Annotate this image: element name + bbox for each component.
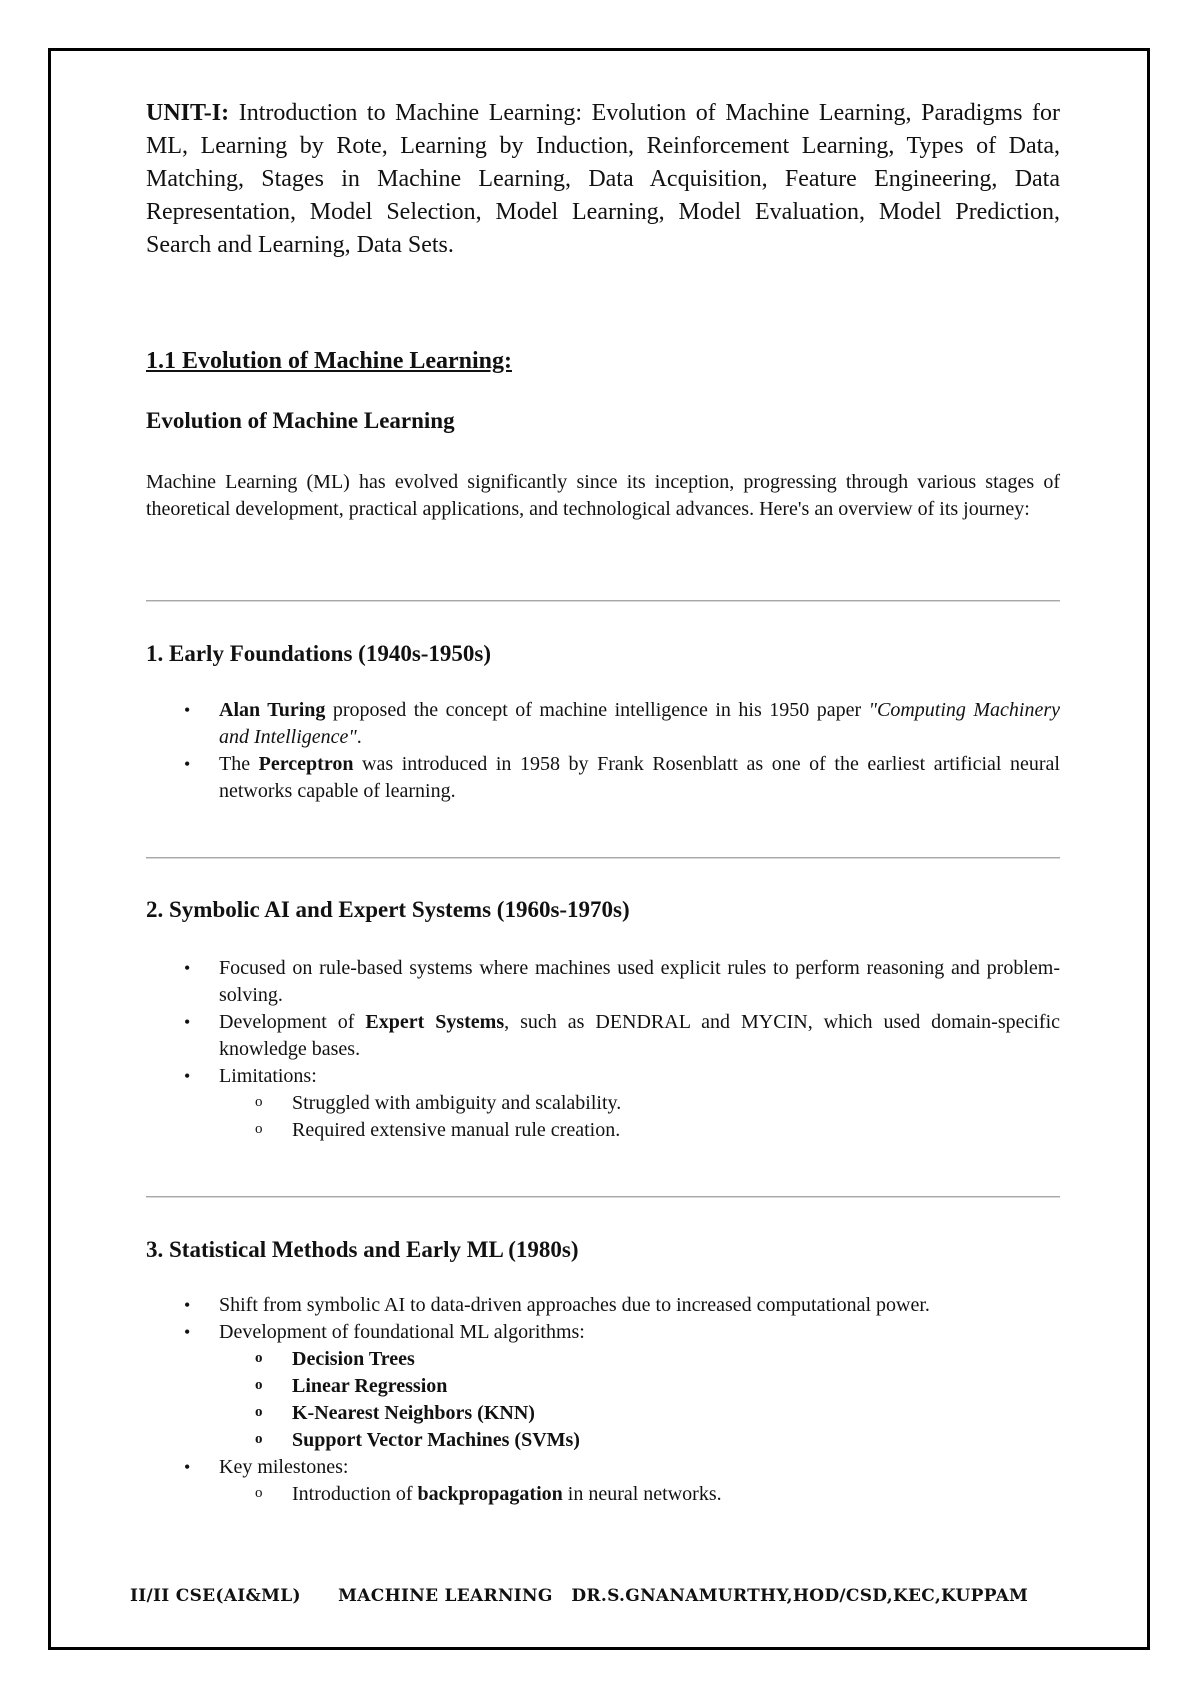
subtitle: Evolution of Machine Learning — [146, 408, 455, 433]
list-item — [146, 1454, 1060, 1508]
unit-label: UNIT-I: — [146, 100, 230, 126]
heading-symbolic-ai: 2. Symbolic AI and Expert Systems (1960s-1970s) — [146, 897, 630, 922]
list-item — [146, 1319, 1060, 1454]
footer-author: DR.S.GNANAMURTHY,HOD/CSD,KEC,KUPPAM — [571, 1586, 1029, 1606]
list-text: Key milestones: — [219, 1456, 349, 1478]
divider — [146, 600, 1060, 602]
sub-list-item: o Decision Trees — [219, 1346, 1060, 1373]
footer-subject: MACHINE LEARNING — [338, 1586, 553, 1606]
unit-topics: Introduction to Machine Learning: Evolution of Machine Learning, Paradigms for ML, Learning by Rote, Learning by Induction, Reinforcement Learning, Types of Data, Matching, Stages in Machine Learning, Data Acquisition, Feature Engineering, Data Representation, Model Selection, Model Learning, Model Evaluation, Model Prediction, Search and Learning, Data Sets. — [146, 100, 1060, 258]
list-text: The — [219, 753, 259, 775]
unit-intro — [146, 97, 1060, 262]
overview-paragraph: Machine Learning (ML) has evolved significantly since its inception, progressing through various stages of theoretical development, practical applications, and technological advances. Here's an overview of its journey: — [146, 471, 1060, 520]
list-text: , such as DENDRAL and MYCIN, which used domain-specific knowledge bases. — [219, 1011, 1061, 1060]
list-item: • Focused on rule-based systems where machines used explicit rules to perform reasoning and problem-solving. — [146, 955, 1060, 1009]
list-text: Introduction of — [292, 1483, 418, 1505]
footer-course: II/II CSE(AI&ML) — [130, 1586, 301, 1606]
section-title: 1.1 Evolution of Machine Learning: — [146, 348, 513, 374]
list-item — [146, 1063, 1060, 1144]
sub-list-item: o Required extensive manual rule creation. — [219, 1117, 1060, 1144]
divider — [146, 1196, 1060, 1198]
list-item: • Shift from symbolic AI to data-driven approaches due to increased computational power. — [146, 1292, 1060, 1319]
list-item — [146, 751, 1060, 805]
divider — [146, 857, 1060, 859]
list-text: . — [356, 726, 362, 748]
list-text: Development of — [219, 1011, 366, 1033]
list-text: Limitations: — [219, 1065, 317, 1087]
bold-term: Expert Systems — [365, 1011, 505, 1033]
bold-term: backpropagation — [417, 1483, 563, 1505]
list-item — [146, 1009, 1060, 1063]
page-footer — [130, 1586, 1028, 1606]
bold-term: Perceptron — [258, 753, 354, 775]
sub-list-item: o Support Vector Machines (SVMs) — [219, 1427, 1060, 1454]
sub-list-item: o Linear Regression — [219, 1373, 1060, 1400]
list-text: proposed the concept of machine intelligence in his 1950 paper — [325, 699, 869, 721]
list-item — [146, 697, 1060, 751]
list-symbolic-ai — [146, 955, 1060, 1144]
sub-list-item: o Struggled with ambiguity and scalability. — [219, 1090, 1060, 1117]
sub-list-item — [219, 1481, 1060, 1508]
list-text: was introduced in 1958 by Frank Rosenblatt as one of the earliest artificial neural networks capable of learning. — [219, 753, 1060, 802]
sub-list-item: o K-Nearest Neighbors (KNN) — [219, 1400, 1060, 1427]
heading-statistical-methods: 3. Statistical Methods and Early ML (1980s) — [146, 1237, 579, 1262]
list-statistical-methods — [146, 1292, 1060, 1508]
list-text: Development of foundational ML algorithms: — [219, 1321, 585, 1343]
bold-term: Alan Turing — [219, 699, 326, 721]
paper-title: "Computing Machinery and Intelligence" — [219, 699, 1060, 748]
list-text: in neural networks. — [562, 1483, 722, 1505]
heading-early-foundations: 1. Early Foundations (1940s-1950s) — [146, 641, 492, 666]
list-early-foundations — [146, 697, 1060, 805]
